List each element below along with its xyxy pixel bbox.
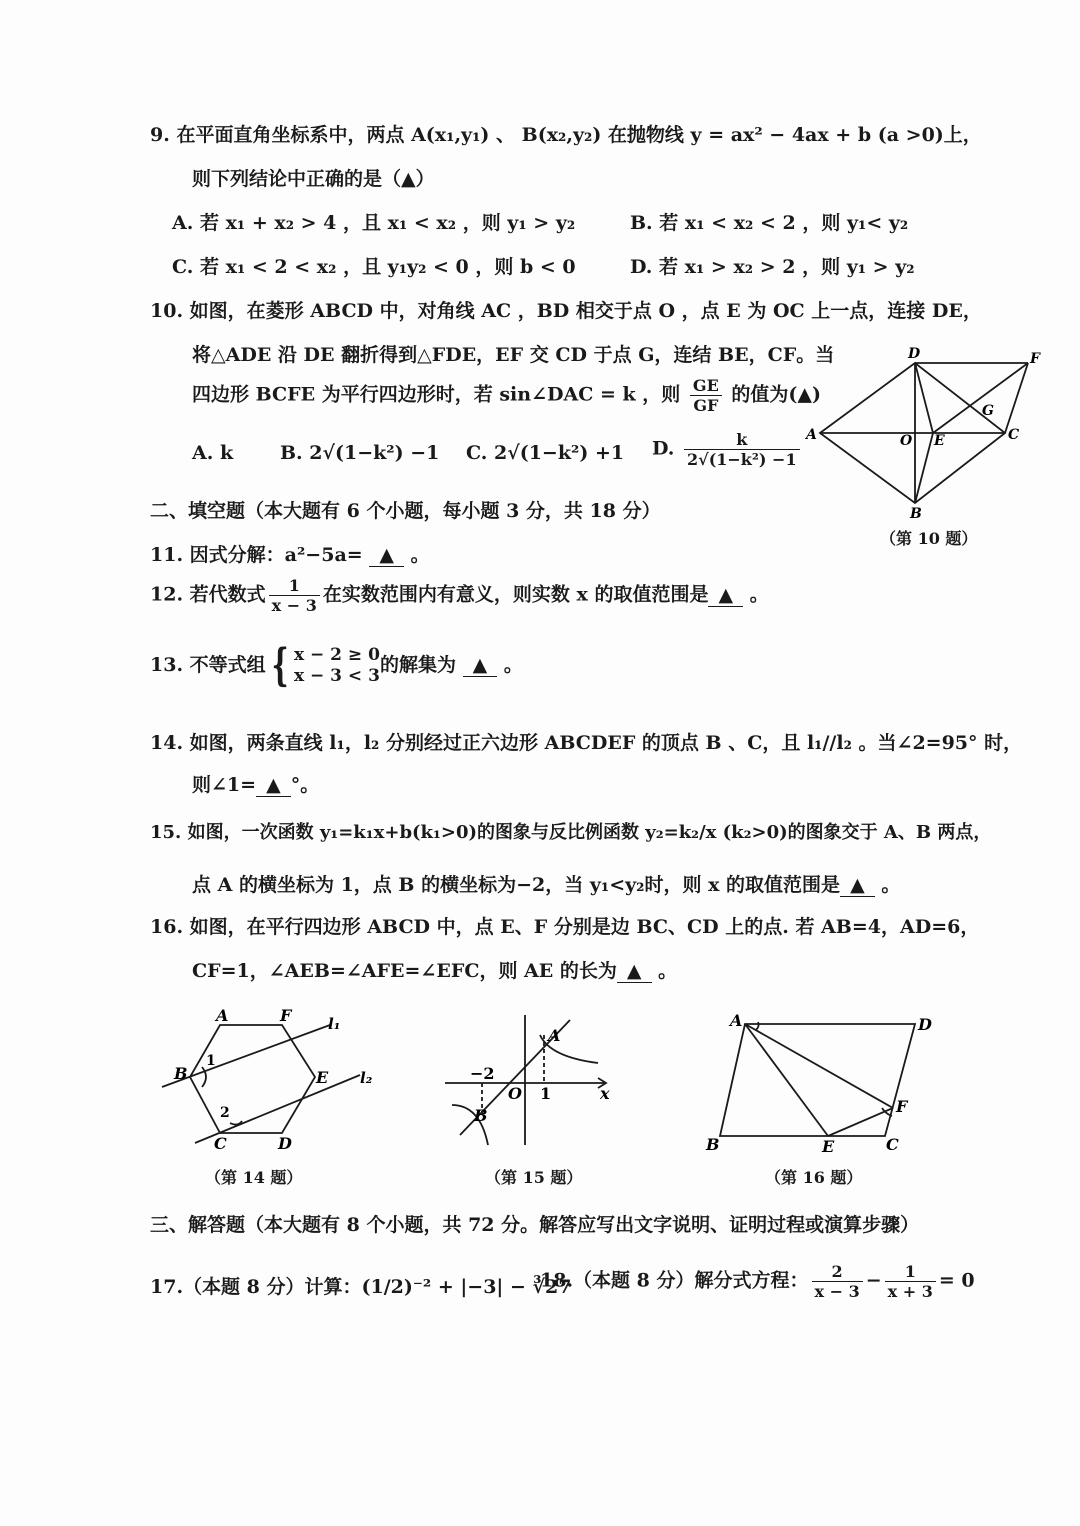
fig14-caption: （第 14 题） — [205, 1168, 303, 1187]
fig10-label-o: O — [900, 433, 913, 449]
q10-option-c: C. 2√(1−k²) +1 — [466, 442, 625, 464]
fig10-label-d: D — [908, 346, 921, 362]
q17: 17.（本题 8 分）计算：(1/2)⁻² + |−3| − ∛27 — [150, 1276, 572, 1298]
q9-option-c: C. 若 x₁ < 2 < x₂ ，且 y₁y₂ < 0 ，则 b < 0 — [172, 256, 576, 278]
q15-line1: 15. 如图，一次函数 y₁=k₁x+b(k₁>0)的图象与反比例函数 y₂=k₂/x (k₂>0)的图象交于 A、B 两点， — [150, 822, 992, 843]
fig15-label-b: B — [474, 1106, 488, 1125]
q11: 11. 因式分解：a²−5a= ▲ 。 — [150, 544, 430, 566]
q10-option-d: D. $\frac{k}{\text{2√(1−k²) −1}}$ — [652, 430, 803, 469]
fig14-label-c: C — [214, 1134, 227, 1153]
q9-option-d: D. 若 x₁ > x₂ > 2 ，则 y₁ > y₂ — [630, 256, 915, 278]
fig10-label-a: A — [806, 427, 817, 443]
q17-expression: (1/2)⁻² + |−3| − ∛27 — [361, 1276, 572, 1298]
fig14-label-1: 1 — [206, 1053, 216, 1069]
fig15-label-a: A — [548, 1026, 561, 1045]
figure-10 — [800, 345, 1050, 520]
q10-line2: 将△ADE 沿 DE 翻折得到△FDE，EF 交 CD 于点 G，连结 BE，CF。当 — [192, 344, 835, 366]
fig10-caption: （第 10 题） — [880, 529, 978, 548]
q9-option-a: A. 若 x₁ + x₂ > 4 ，且 x₁ < x₂ ，则 y₁ > y₂ — [172, 212, 576, 234]
fig15-label-o: O — [508, 1084, 522, 1103]
q10-option-a: A. k — [192, 442, 234, 464]
fig16-label-d: D — [918, 1015, 932, 1034]
fig14-label-l2: l₂ — [360, 1069, 373, 1087]
q18: 18.（本题 8 分）解分式方程： $\frac{2}{x - 3}$ − $\frac{1}{x + 3}$ = 0 — [540, 1262, 975, 1302]
fig14-label-f: F — [280, 1006, 292, 1025]
q14-line2: 则∠1= ▲ °。 — [192, 774, 320, 796]
q15-line2: 点 A 的横坐标为 1，点 B 的横坐标为−2，当 y₁<y₂时，则 x 的取值范围是 ▲ 。 — [192, 874, 901, 896]
section-3-title: 三、解答题（本大题有 8 个小题，共 72 分。解答应写出文字说明、证明过程或演算步骤） — [150, 1214, 920, 1236]
fig16-label-f: F — [896, 1097, 908, 1116]
fig14-label-2: 2 — [220, 1105, 230, 1121]
q10-line3: 四边形 BCFE 为平行四边形时，若 sin∠DAC = k ，则 $\frac{GE}{GF}$ 的值为(▲) — [192, 376, 821, 416]
section-2-title: 二、填空题（本大题有 6 个小题，每小题 3 分，共 18 分） — [150, 500, 661, 522]
fig14-label-b: B — [174, 1064, 188, 1083]
fig10-label-c: C — [1008, 427, 1020, 443]
fig14-label-e: E — [316, 1068, 329, 1087]
fig10-label-f: F — [1030, 351, 1040, 367]
fig10-label-b: B — [910, 506, 922, 520]
q12: 12. 若代数式 $\frac{1}{x - 3}$ 在实数范围内有意义，则实数 x 的取值范围是 ▲ 。 — [150, 576, 769, 616]
fig14-label-l1: l₁ — [328, 1015, 341, 1033]
figure-14 — [150, 1005, 390, 1155]
fig14-label-a: A — [216, 1006, 229, 1025]
q13: 13. 不等式组 { x − 2 ≥ 0 x − 3 < 3 的解集为 ▲ 。 — [150, 640, 523, 691]
q16-line1: 16. 如图，在平行四边形 ABCD 中，点 E、F 分别是边 BC、CD 上的点. 若 AB=4，AD=6， — [150, 916, 980, 938]
q9-stem2: 则下列结论中正确的是（▲） — [192, 168, 435, 190]
q16-line2: CF=1，∠AEB=∠AFE=∠EFC，则 AE 的长为 ▲ 。 — [192, 960, 678, 982]
q10-option-b: B. 2√(1−k²) −1 — [280, 442, 440, 464]
q10-line1: 10. 如图，在菱形 ABCD 中，对角线 AC ，BD 相交于点 O ，点 E 为 OC 上一点，连接 DE， — [150, 300, 982, 322]
fig16-caption: （第 16 题） — [765, 1168, 863, 1187]
fig16-label-a: A — [730, 1011, 743, 1030]
fig10-label-g: G — [982, 403, 994, 419]
fig15-label-x: x — [600, 1084, 610, 1103]
q9-option-b: B. 若 x₁ < x₂ < 2 ，则 y₁< y₂ — [630, 212, 909, 234]
fig14-label-d: D — [278, 1134, 292, 1153]
fig15-caption: （第 15 题） — [485, 1168, 583, 1187]
fig16-label-b: B — [706, 1135, 720, 1153]
fig16-label-c: C — [886, 1135, 899, 1153]
figure-16 — [700, 1008, 940, 1153]
figure-15 — [440, 1005, 630, 1155]
fig10-label-e: E — [934, 433, 945, 449]
fig16-label-e: E — [822, 1137, 835, 1153]
q14-line1: 14. 如图，两条直线 l₁，l₂ 分别经过正六边形 ABCDEF 的顶点 B 、C，且 l₁//l₂ 。当∠2=95° 时， — [150, 732, 1023, 754]
fig15-label-neg2: −2 — [470, 1064, 495, 1083]
q9-stem: 9. 在平面直角坐标系中，两点 A(x₁,y₁) 、 B(x₂,y₂) 在抛物线 y = ax² − 4ax + b (a >0)上， — [150, 124, 982, 146]
fig15-label-1: 1 — [540, 1084, 552, 1103]
